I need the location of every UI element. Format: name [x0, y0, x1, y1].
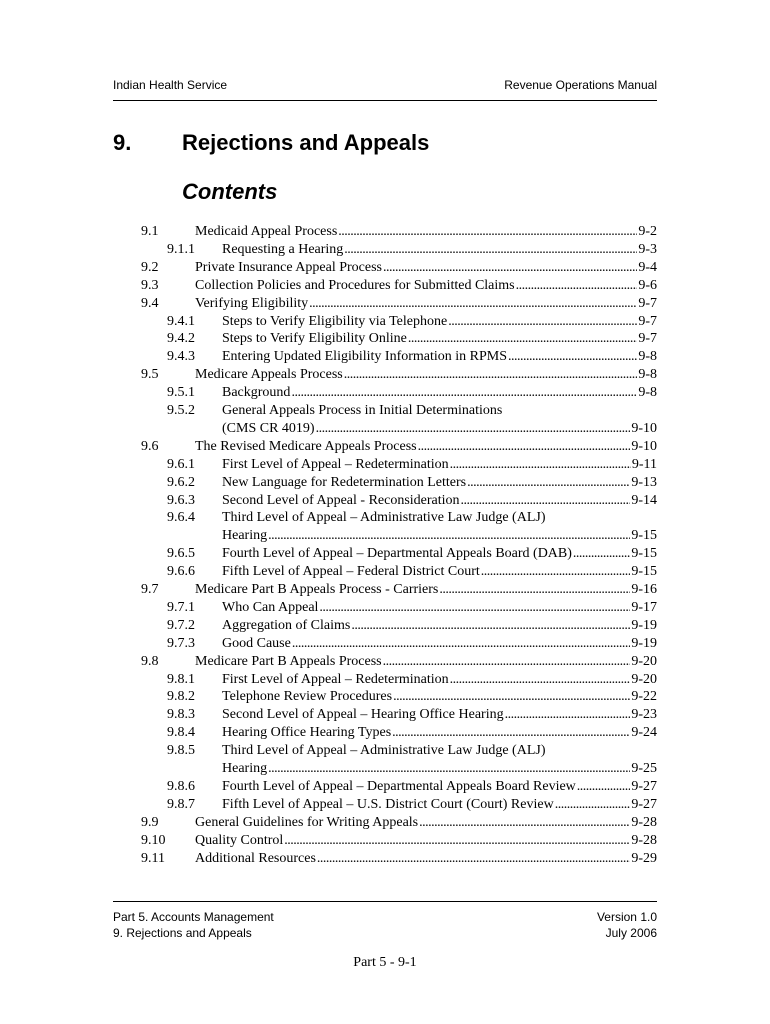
toc-page: 9-8 — [638, 367, 657, 383]
toc-page: 9-3 — [638, 241, 657, 257]
toc-entry[interactable] — [222, 724, 657, 742]
toc-entry[interactable] — [195, 814, 657, 832]
toc-title: Fourth Level of Appeal – Departmental Appeals Board Review — [222, 778, 576, 794]
toc-page: 9-20 — [631, 671, 657, 687]
toc-title[interactable]: Third Level of Appeal – Administrative Law Judge (ALJ) — [222, 743, 546, 759]
toc-title: Medicaid Appeal Process — [195, 224, 338, 239]
toc-leader-dots — [577, 778, 631, 796]
toc-title: First Level of Appeal – Redetermination — [222, 671, 449, 687]
toc-title: Additional Resources — [195, 850, 316, 866]
chapter-number: 9. — [113, 130, 132, 155]
toc-title: Second Level of Appeal – Hearing Office Hearing — [222, 707, 504, 723]
toc-leader-dots — [268, 760, 630, 778]
toc-page: 9-4 — [638, 259, 657, 275]
toc-number: 9.6.1 — [167, 456, 195, 472]
toc-number: 9.6.6 — [167, 564, 195, 580]
toc-entry[interactable] — [222, 599, 657, 617]
toc-leader-dots — [450, 456, 631, 474]
toc-leader-dots — [393, 688, 630, 706]
toc-leader-dots — [448, 313, 637, 331]
toc-number: 9.7.1 — [167, 599, 195, 615]
toc-number: 9.4.1 — [167, 313, 195, 329]
toc-title: Medicare Part B Appeals Process — [195, 653, 382, 669]
toc-entry[interactable] — [222, 635, 657, 653]
toc-title: Private Insurance Appeal Process — [195, 259, 382, 275]
toc-leader-dots — [508, 348, 637, 366]
toc-leader-dots — [319, 599, 630, 617]
toc-page: 9-7 — [638, 331, 657, 347]
toc-title-continued: Hearing — [222, 528, 268, 544]
toc-title: Who Can Appeal — [222, 599, 319, 615]
toc-entry[interactable] — [222, 706, 657, 724]
toc-title: First Level of Appeal – Redetermination — [222, 456, 449, 472]
toc-leader-dots — [292, 635, 631, 653]
toc-number: 9.5.2 — [167, 403, 195, 418]
toc-entry[interactable] — [195, 653, 657, 671]
page-footer — [113, 901, 657, 940]
toc-entry[interactable] — [222, 527, 657, 545]
toc-title[interactable]: General Appeals Process in Initial Determinations — [222, 403, 503, 418]
toc-title: Fifth Level of Appeal – U.S. District Court (Court) Review — [222, 796, 554, 812]
toc-number: 9.1.1 — [167, 241, 195, 257]
toc-page: 9-14 — [631, 492, 657, 508]
toc-title-continued: Hearing — [222, 761, 268, 776]
toc-entry[interactable] — [222, 474, 657, 492]
toc-number: 9.6.4 — [167, 510, 195, 526]
toc-entry[interactable] — [222, 796, 657, 814]
toc-title: Fourth Level of Appeal – Departmental Appeals Board (DAB) — [222, 546, 572, 562]
toc-number: 9.8.6 — [167, 778, 195, 794]
toc-page: 9-25 — [631, 761, 657, 776]
toc-page: 9-15 — [631, 564, 657, 580]
toc-page: 9-28 — [631, 814, 657, 830]
toc-page: 9-7 — [638, 313, 657, 329]
toc-title: Hearing Office Hearing Types — [222, 725, 392, 741]
toc-page: 9-19 — [631, 635, 657, 651]
toc-number: 9.7 — [141, 582, 159, 597]
header-left: Indian Health Service — [113, 78, 228, 92]
toc-number: 9.6 — [141, 438, 159, 454]
toc-leader-dots — [392, 724, 630, 742]
contents-heading: Contents — [182, 179, 278, 204]
toc-entry[interactable] — [222, 760, 657, 778]
toc-title: Verifying Eligibility — [195, 295, 309, 311]
toc-entry[interactable] — [195, 832, 657, 850]
toc-entry[interactable] — [222, 688, 657, 706]
toc-page: 9-8 — [638, 385, 657, 401]
toc-leader-dots — [291, 384, 637, 402]
toc-page: 9-24 — [631, 725, 657, 741]
toc-entry[interactable] — [195, 277, 657, 295]
toc-leader-dots — [268, 527, 630, 545]
toc-number: 9.7.2 — [167, 617, 195, 633]
footer-version: Version 1.0 — [596, 910, 657, 924]
toc-number: 9.3 — [141, 277, 159, 293]
toc-leader-dots — [383, 259, 637, 277]
toc-title: Second Level of Appeal - Reconsideration — [222, 492, 460, 508]
toc-page: 9-11 — [631, 456, 657, 472]
toc-page: 9-23 — [631, 707, 657, 723]
toc-number: 9.9 — [141, 814, 159, 830]
toc-leader-dots — [309, 295, 637, 313]
footer-part: Part 5. Accounts Management — [113, 910, 274, 924]
toc-number: 9.7.3 — [167, 635, 195, 651]
toc-entry[interactable] — [222, 671, 657, 689]
toc-title: Aggregation of Claims — [222, 617, 351, 633]
toc-leader-dots — [555, 796, 631, 814]
toc-number: 9.8 — [141, 653, 159, 669]
header-right: Revenue Operations Manual — [504, 78, 657, 92]
footer-date: July 2006 — [605, 926, 657, 940]
toc-entry[interactable] — [222, 330, 657, 348]
toc-number: 9.10 — [141, 832, 166, 848]
toc-page: 9-2 — [638, 224, 657, 239]
toc-leader-dots — [481, 563, 631, 581]
toc-page: 9-15 — [631, 546, 657, 562]
toc-page: 9-17 — [631, 599, 657, 615]
toc-number: 9.4.2 — [167, 331, 195, 347]
toc-entry[interactable] — [222, 313, 657, 331]
toc-leader-dots — [316, 420, 631, 438]
toc-leader-dots — [284, 832, 630, 850]
chapter-title: Rejections and Appeals — [182, 130, 430, 155]
toc-leader-dots — [317, 850, 630, 868]
toc-number: 9.8.1 — [167, 671, 195, 687]
toc-leader-dots — [344, 366, 638, 384]
toc-number: 9.8.7 — [167, 796, 195, 812]
toc-number: 9.6.3 — [167, 492, 195, 508]
toc-number: 9.8.3 — [167, 707, 195, 723]
toc-number: 9.6.5 — [167, 546, 195, 562]
toc-entry[interactable] — [222, 456, 657, 474]
toc-entry[interactable] — [222, 563, 657, 581]
toc-number: 9.4.3 — [167, 349, 195, 365]
toc-title[interactable]: Third Level of Appeal – Administrative Law Judge (ALJ) — [222, 510, 546, 526]
toc-page: 9-6 — [638, 277, 657, 293]
toc-page: 9-8 — [638, 349, 657, 365]
toc-leader-dots — [461, 492, 631, 510]
toc-number: 9.11 — [141, 850, 165, 866]
toc-leader-dots — [344, 241, 637, 259]
toc-leader-dots — [439, 581, 630, 599]
toc-page: 9-10 — [631, 420, 657, 436]
toc-page: 9-16 — [631, 582, 657, 597]
page-header — [113, 78, 657, 101]
toc-leader-dots — [419, 814, 630, 832]
toc-page: 9-28 — [631, 832, 657, 848]
toc-page: 9-29 — [631, 850, 657, 866]
footer-chapter: 9. Rejections and Appeals — [113, 926, 252, 940]
toc-entry[interactable] — [222, 492, 657, 510]
toc-entry[interactable] — [195, 223, 657, 241]
toc-number: 9.1 — [141, 224, 159, 239]
toc-leader-dots — [516, 277, 638, 295]
toc-entry[interactable] — [222, 384, 657, 402]
toc-title: Entering Updated Eligibility Information in RPMS — [222, 349, 508, 365]
toc-number: 9.5.1 — [167, 385, 195, 401]
toc-title: Fifth Level of Appeal – Federal District Court — [222, 564, 480, 580]
toc-title: Medicare Part B Appeals Process - Carriers — [195, 582, 439, 597]
toc-title: The Revised Medicare Appeals Process — [195, 438, 417, 454]
toc-entry[interactable] — [195, 366, 657, 384]
toc-page: 9-13 — [631, 474, 657, 490]
toc-page: 9-20 — [631, 653, 657, 669]
toc-title: Quality Control — [195, 832, 284, 848]
toc-entry[interactable] — [195, 581, 657, 599]
toc-page: 9-7 — [638, 295, 657, 311]
toc-title: Medicare Appeals Process — [195, 367, 343, 383]
page-number: Part 5 - 9-1 — [353, 955, 417, 970]
toc-title: Steps to Verify Eligibility Online — [222, 331, 407, 347]
toc-entry[interactable] — [222, 420, 657, 438]
toc-title-continued: (CMS CR 4019) — [222, 420, 315, 436]
toc-title: Collection Policies and Procedures for Submitted Claims — [195, 277, 515, 293]
toc-title: General Guidelines for Writing Appeals — [195, 814, 419, 830]
toc-number: 9.4 — [141, 295, 159, 311]
toc-leader-dots — [450, 671, 631, 689]
toc-leader-dots — [467, 474, 630, 492]
toc-page: 9-15 — [631, 528, 657, 544]
toc-title: Telephone Review Procedures — [222, 689, 393, 705]
toc-number: 9.5 — [141, 367, 159, 383]
toc-title: Background — [222, 385, 291, 401]
toc-number: 9.8.4 — [167, 725, 195, 741]
toc-entry[interactable] — [222, 617, 657, 635]
toc-leader-dots — [505, 706, 631, 724]
toc-entry[interactable] — [222, 348, 657, 366]
toc-leader-dots — [383, 653, 631, 671]
toc-leader-dots — [573, 545, 630, 563]
toc-number: 9.6.2 — [167, 474, 195, 490]
toc-title: New Language for Redetermination Letters — [222, 474, 467, 490]
toc-number: 9.8.2 — [167, 689, 195, 705]
toc-leader-dots — [351, 617, 630, 635]
toc-leader-dots — [418, 438, 631, 456]
toc-entry[interactable] — [195, 295, 657, 313]
toc-number: 9.2 — [141, 259, 159, 275]
toc-entry[interactable] — [195, 438, 657, 456]
toc-entry[interactable] — [195, 259, 657, 277]
toc-page: 9-10 — [631, 438, 657, 454]
toc-page: 9-27 — [631, 796, 657, 812]
toc-entry[interactable] — [222, 778, 657, 796]
toc-number: 9.8.5 — [167, 743, 195, 759]
toc-entry[interactable] — [195, 850, 657, 868]
toc-leader-dots — [338, 223, 637, 241]
toc-title: Steps to Verify Eligibility via Telephone — [222, 313, 448, 329]
toc-entry[interactable] — [222, 241, 657, 259]
toc-page: 9-22 — [631, 689, 657, 705]
toc-page: 9-19 — [631, 617, 657, 633]
toc-leader-dots — [408, 330, 637, 348]
toc-entry[interactable] — [222, 545, 657, 563]
toc-title: Requesting a Hearing — [222, 241, 344, 257]
toc-title: Good Cause — [222, 635, 291, 651]
toc-page: 9-27 — [631, 778, 657, 794]
